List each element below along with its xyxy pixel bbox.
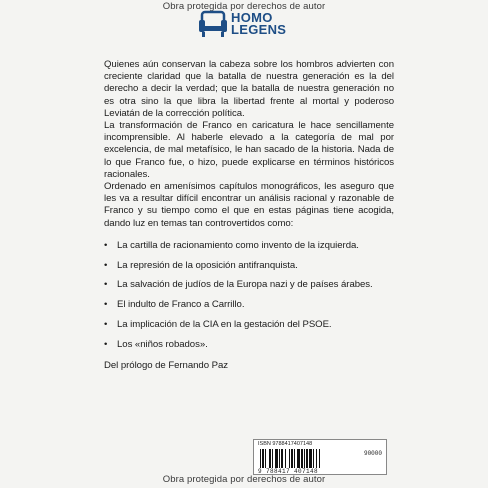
- barcode-bar: [279, 449, 280, 468]
- barcode-bar: [269, 449, 271, 468]
- barcode-bar: [313, 449, 314, 468]
- barcode-bar: [281, 449, 283, 468]
- barcode-bar: [301, 449, 303, 468]
- list-item-text: Los «niños robados».: [117, 338, 208, 350]
- homo-legens-logo: [198, 8, 298, 40]
- price-code: 90000: [363, 450, 382, 457]
- isbn-label: ISBN 9788417407148: [258, 441, 313, 447]
- paragraph-2: La transformación de Franco en caricatura le hace sencillamente incomprensible. Al haberle elevado a la categoría de mal por excelencia, de mal metafísico, le han sacado de la historia. Nada de lo que Franco fue, o hizo, puede explicarse en términos históricos racionales.: [104, 120, 394, 180]
- list-item: [104, 279, 394, 291]
- list-item-text: La cartilla de racionamiento como invento de la izquierda.: [117, 239, 359, 251]
- barcode-bar: [289, 449, 290, 468]
- barcode-bar: [275, 449, 278, 468]
- logo-wordmark: [231, 12, 286, 36]
- paragraph-3: Ordenado en amenísimos capítulos monográficos, les aseguro que les va a resultar difícil encontrar un análisis racional y razonable de Franco y su tiempo como el que en estas páginas tiene acogida, dando luz en temas tan controvertidos como:: [104, 181, 394, 229]
- copyright-watermark-top: Obra protegida por derechos de autor: [162, 1, 326, 12]
- bullet-icon: •: [104, 319, 108, 331]
- list-item-text: El indulto de Franco a Carrillo.: [117, 299, 245, 311]
- barcode-bar: [260, 449, 261, 468]
- armchair-icon: [198, 9, 228, 39]
- barcode-bar: [316, 449, 317, 468]
- bullet-icon: •: [104, 239, 108, 251]
- barcode-bar: [309, 449, 312, 468]
- back-cover-text: [104, 59, 394, 372]
- barcode-bar: [297, 449, 300, 468]
- list-item: [104, 260, 394, 272]
- barcode-bar: [291, 449, 293, 468]
- list-item: [104, 339, 394, 351]
- barcode-bar: [272, 449, 273, 468]
- barcode-bar: [294, 449, 295, 468]
- barcode-bar: [265, 449, 266, 468]
- barcode-bar: [306, 449, 308, 468]
- prologue-credit: Del prólogo de Fernando Paz: [104, 360, 228, 372]
- bullet-icon: •: [104, 259, 108, 271]
- barcode-bars: [260, 449, 348, 468]
- logo-line-legens: LEGENS: [231, 22, 287, 37]
- barcode-bar: [262, 449, 264, 468]
- list-item: [104, 240, 394, 252]
- list-item-text: La represión de la oposición antifranquista.: [117, 259, 298, 271]
- logo-line-homo: HOMO: [231, 10, 273, 25]
- list-item: [104, 319, 394, 331]
- list-item-text: La implicación de la CIA en la gestación del PSOE.: [117, 319, 332, 331]
- bullet-icon: •: [104, 279, 108, 291]
- barcode-bar: [285, 449, 286, 468]
- copyright-watermark-bottom: Obra protegida por derechos de autor: [162, 474, 326, 485]
- topics-list: [104, 240, 394, 351]
- paragraph-1: Quienes aún conservan la cabeza sobre los hombros advierten con creciente claridad que la batalla de nuestra generación es la del derecho a decir la verdad; que la batalla de nuestra generación no es otra sino la que libra la libertad frente al mortal y poderoso Leviatán de la corrección política.: [104, 59, 394, 119]
- bullet-icon: •: [104, 338, 108, 350]
- bullet-icon: •: [104, 299, 108, 311]
- barcode-bar: [319, 449, 320, 468]
- list-item: [104, 299, 394, 311]
- barcode-bar: [304, 449, 305, 468]
- isbn-barcode: [253, 439, 387, 475]
- list-item-text: La salvación de judíos de la Europa nazi y de países árabes.: [117, 279, 373, 291]
- barcode-number: 9 788417 407148: [258, 468, 319, 475]
